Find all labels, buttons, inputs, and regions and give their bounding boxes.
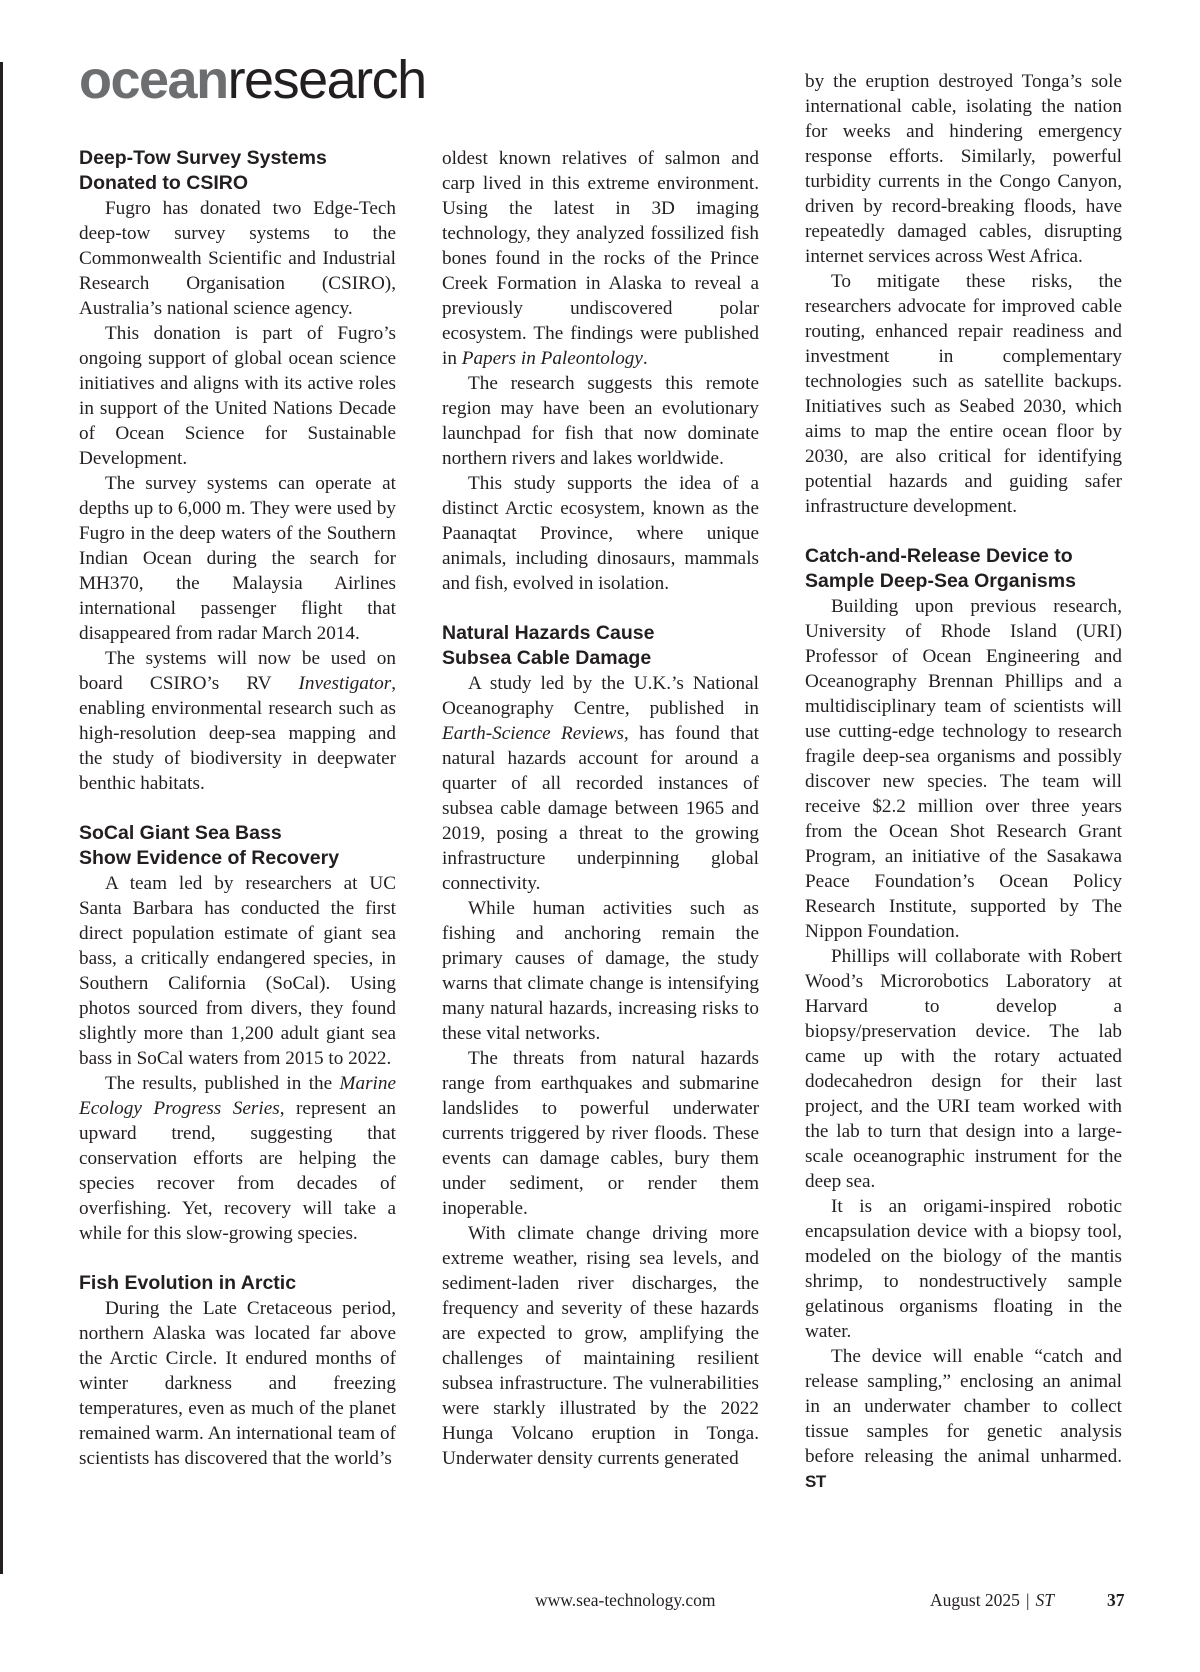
article-heading [79,821,396,871]
body-paragraph: With climate change driving more extreme weather, rising sea levels, and sediment-laden river discharges, the frequency and severity of these hazards are expected to grow, amplifying the challenges of maintaining resilient subsea infrastructure. The vulnerabilities were starkly illustrated by the 2022 Hunga Volcano eruption in Tonga. Underwater density currents generated [442,1223,759,1469]
column-3 [805,69,1122,1494]
body-paragraph: This study supports the idea of a distinct Arctic ecosystem, known as the Paanaqtat Province, where unique animals, including dinosaurs, mammals and fish, evolved in isolation. [442,473,759,594]
journal-abbrev: ST [1035,1590,1054,1610]
footer-issue [930,1588,1054,1612]
masthead-ocean: ocean [79,50,228,110]
column-1 [79,146,396,1471]
heading-line: Fish Evolution in Arctic [79,1272,297,1294]
body-paragraph: The threats from natural hazards range from earthquakes and submarine landslides to powerful underwater currents triggered by river floods. These events can damage cables, bury them under sediment, or render them inoperable. [442,1048,759,1219]
end-of-article-mark: ST [805,1472,826,1491]
body-paragraph: It is an origami-inspired robotic encapsulation device with a biopsy tool, modeled on the biology of the mantis shrimp, to nondestructively sample gelatinous organisms floating in the water. [805,1196,1122,1342]
masthead-research: research [227,50,426,110]
left-margin-rule [0,62,3,1574]
article-heading [79,1271,396,1296]
article-heading [805,544,1122,594]
vessel-name: Investigator [298,673,392,694]
body-paragraph: A team led by researchers at UC Santa Barbara has conducted the first direct population estimate of giant sea bass, a critically endangered species, in Southern California (SoCal). Using photos sourced from divers, they found slightly more than 1,200 adult giant sea bass in SoCal waters from 2015 to 2022. [79,873,396,1069]
text-run: The systems will now be used on board CSIRO’s RV [79,648,396,694]
heading-line: Catch-and-Release Device to [805,545,1073,567]
journal-title: Papers in Paleontology [461,348,643,369]
text-run: A study led by the U.K.’s National Oceanography Centre, published in [442,673,759,719]
text-run: , represent an upward trend, suggesting that conservation efforts are helping the species recover from decades of overfishing. Yet, recovery will take a while for this slow-growing species. [79,1098,396,1244]
body-paragraph-continued: by the eruption destroyed Tonga’s sole international cable, isolating the nation for weeks and hindering emergency response efforts. Similarly, powerful turbidity currents in the Congo Canyon, driven by record-breaking floods, have repeatedly damaged cables, disrupting internet services across West Africa. [805,71,1122,267]
body-paragraph: To mitigate these risks, the researchers advocate for improved cable routing, enhanced repair readiness and investment in complementary technologies such as satellite backups. Initiatives such as Seabed 2030, which aims to map the entire ocean floor by 2030, are also critical for identifying potential hazards and guiding safer infrastructure development. [805,271,1122,517]
page-number: 37 [1107,1590,1125,1610]
body-paragraph [79,1071,396,1246]
body-paragraph: Phillips will collaborate with Robert Wood’s Microrobotics Laboratory at Harvard to develop a biopsy/preservation device. The lab came up with the rotary actuated dodecahedron design for their last project, and the URI team worked with the lab to turn that design into a large-scale oceanographic instrument for the deep sea. [805,946,1122,1192]
body-paragraph [442,671,759,896]
text-run: . [642,348,648,369]
body-paragraph: The research suggests this remote region may have been an evolutionary launchpad for fish that now dominate northern rivers and lakes worldwide. [442,373,759,469]
text-run: has found that natural hazards account for around a quarter of all recorded instances of subsea cable damage between 1965 and 2019, posing a threat to the growing infrastructure underpinning global connectivity. [442,723,759,894]
column-2 [442,146,759,1471]
text-run: oldest known relatives of salmon and carp lived in this extreme environment. Using the latest in 3D imaging technology, they analyzed fossilized fish bones found in the rocks of the Prince Creek Formation in Alaska to reveal a previously undiscovered polar ecosystem. The findings were published in [442,148,759,369]
heading-line: Natural Hazards Cause [442,622,655,644]
heading-line: SoCal Giant Sea Bass [79,822,282,844]
body-paragraph: The survey systems can operate at depths up to 6,000 m. They were used by Fugro in the deep waters of the Southern Indian Ocean during the search for MH370, the Malaysia Airlines international passenger flight that disappeared from radar March 2014. [79,473,396,644]
section-masthead [79,48,426,112]
page-footer [0,1588,1200,1612]
journal-title: Earth-Science Reviews, [442,723,629,744]
footer-url: www.sea-technology.com [535,1590,716,1610]
heading-line: Subsea Cable Damage [442,647,652,669]
body-paragraph [805,1344,1122,1494]
body-paragraph [79,646,396,796]
article-heading [442,621,759,671]
text-run: , enabling environmental research such as high-resolution deep-sea mapping and the study of biodiversity in deepwater benthic habitats. [79,673,396,794]
text-run: The results, published in the [105,1073,340,1094]
body-paragraph: During the Late Cretaceous period, northern Alaska was located far above the Arctic Circle. It endured months of winter darkness and freezing temperatures, even as much of the planet remained warm. An international team of scientists has discovered that the world’s [79,1298,396,1469]
body-paragraph: This donation is part of Fugro’s ongoing support of global ocean science initiatives and aligns with its active roles in support of the United Nations Decade of Ocean Science for Sustainable Development. [79,323,396,469]
journal-title: Marine Ecology Progress Series [79,1073,396,1119]
body-paragraph: While human activities such as fishing and anchoring remain the primary causes of damage, the study warns that climate change is intensifying many natural hazards, increasing risks to these vital networks. [442,898,759,1044]
body-paragraph: Building upon previous research, University of Rhode Island (URI) Professor of Ocean Engineering and Oceanography Brennan Phillips and a multidisciplinary team of scientists will use cutting-edge technology to research fragile deep-sea organisms and possibly discover new species. The team will receive $2.2 million over three years from the Ocean Shot Research Grant Program, an initiative of the Sasakawa Peace Foundation’s Ocean Policy Research Institute, supported by The Nippon Foundation. [805,596,1122,942]
text-run: The device will enable “catch and release sampling,” enclosing an animal in an underwater chamber to collect tissue samples for genetic analysis before releasing the animal unharmed. [805,1346,1122,1467]
footer-separator: | [1025,1590,1030,1610]
article-heading [79,146,396,196]
issue-date: August 2025 [930,1590,1020,1610]
heading-line: Donated to CSIRO [79,172,248,194]
heading-line: Sample Deep-Sea Organisms [805,570,1076,592]
heading-line: Show Evidence of Recovery [79,847,340,869]
body-paragraph-continued [442,146,759,371]
heading-line: Deep-Tow Survey Systems [79,147,327,169]
body-paragraph: Fugro has donated two Edge-Tech deep-tow survey systems to the Commonwealth Scientific and Industrial Research Organisation (CSIRO), Australia’s national science agency. [79,198,396,319]
